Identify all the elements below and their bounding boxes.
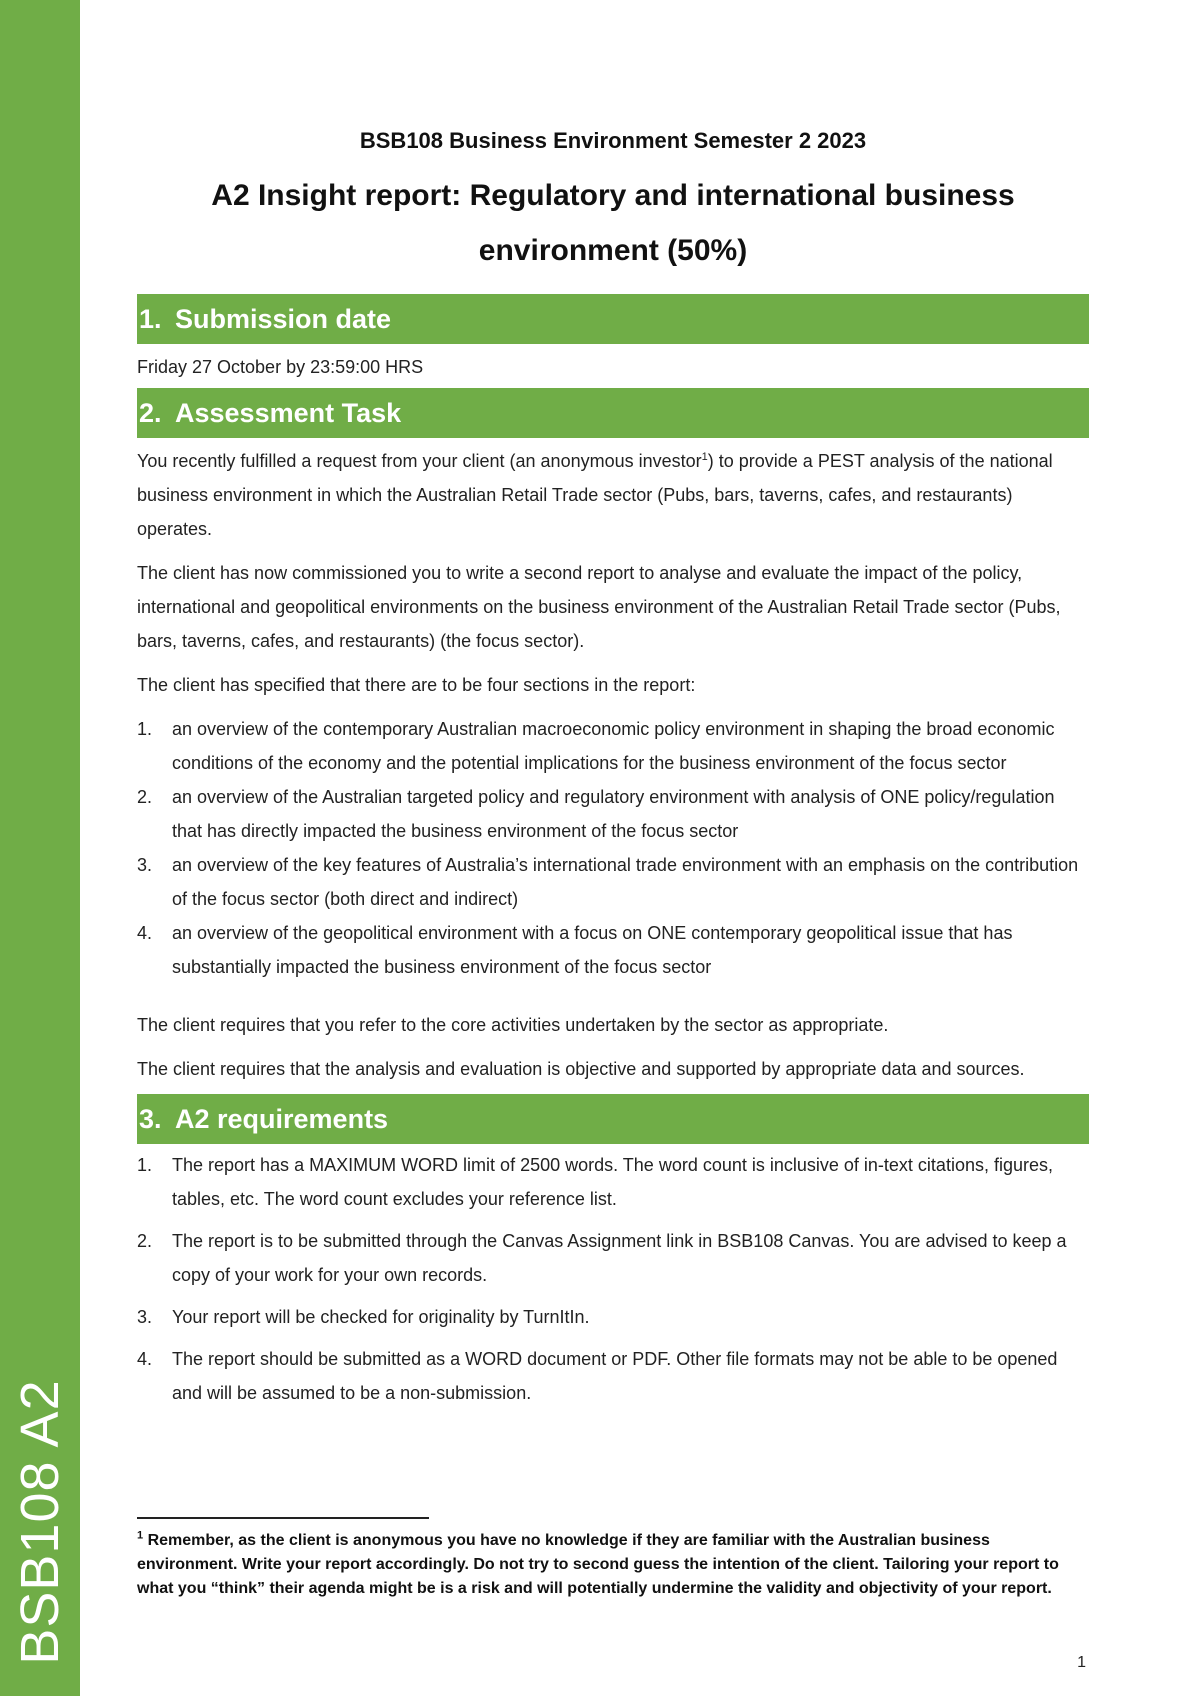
section-heading-requirements — [137, 1094, 1089, 1144]
list-item-number: 2. — [137, 787, 153, 807]
task-paragraph-1-start: You recently fulfilled a request from your client (an anonymous investor — [137, 451, 702, 471]
footnote — [137, 1529, 1089, 1601]
list-item — [137, 780, 1089, 848]
task-paragraph-1 — [137, 444, 1089, 546]
list-item — [137, 1342, 1089, 1410]
page-number: 1 — [1077, 1654, 1086, 1671]
list-item-number: 2. — [137, 1231, 153, 1251]
task-paragraph-2: The client has now commissioned you to write a second report to analyse and evaluate the impact of the policy, international and geopolitical environments on the business environment of the Australian Retail Trade sector (Pubs, bars, taverns, cafes, and restaurants) (the focus sector). — [137, 563, 1061, 651]
footnote-reference[interactable]: 1 — [701, 451, 708, 463]
task-paragraph-1-end: ) to provide a PEST analysis of the national business environment in which the Australian Retail Trade sector (Pubs, bars, taverns, cafes, and restaurants) operates. — [137, 451, 1053, 539]
side-color-bar — [0, 0, 80, 1696]
task-paragraph-4: The client requires that you refer to the core activities undertaken by the sector as appropriate. — [137, 1015, 889, 1035]
footnote-marker: 1 — [137, 1529, 144, 1542]
list-item-text: The report is to be submitted through the Canvas Assignment link in BSB108 Canvas. You are advised to keep a copy of your work for your own records. — [172, 1231, 1067, 1285]
course-line: BSB108 Business Environment Semester 2 2023 — [359, 128, 867, 153]
footnote-text: Remember, as the client is anonymous you have no knowledge if they are familiar with the Australian business environment. Write your report accordingly. Do not try to second guess the intention of the client. Tailoring your report to what you “think” their agenda might be is a risk and will potentially undermine the validity and objectivity of your report. — [137, 1532, 1059, 1597]
report-sections-list — [137, 712, 1089, 984]
submission-date-text: Friday 27 October by 23:59:00 HRS — [137, 357, 424, 377]
list-item-text: an overview of the key features of Australia’s international trade environment with an emphasis on the contribution of the focus sector (both direct and indirect) — [172, 855, 1079, 909]
list-item-text: an overview of the Australian targeted policy and regulatory environment with analysis of ONE policy/regulation that has directly impacted the business environment of the focus sector — [172, 787, 1055, 841]
list-item-text: The report should be submitted as a WORD document or PDF. Other file formats may not be able to be opened and will be assumed to be a non-submission. — [172, 1349, 1058, 1403]
section-number: 1. — [139, 304, 162, 334]
list-item-text: Your report will be checked for originality by TurnItIn. — [172, 1307, 590, 1327]
section-number: 2. — [139, 398, 162, 428]
list-item-number: 3. — [137, 855, 153, 875]
section-heading-task — [137, 388, 1089, 438]
section-heading-submission — [137, 294, 1089, 344]
list-item-text: The report has a MAXIMUM WORD limit of 2500 words. The word count is inclusive of in-text citations, figures, tables, etc. The word count excludes your reference list. — [172, 1155, 1053, 1209]
section-heading-text: A2 requirements — [175, 1104, 389, 1134]
list-item-number: 1. — [137, 1155, 153, 1175]
task-paragraph-3: The client has specified that there are to be four sections in the report: — [137, 675, 696, 695]
list-item-number: 1. — [137, 719, 153, 739]
side-label: BSB108 A2 — [10, 1379, 70, 1665]
list-item-number: 4. — [137, 923, 153, 943]
section-heading-text: Assessment Task — [175, 398, 402, 428]
list-item-number: 3. — [137, 1307, 153, 1327]
list-item-number: 4. — [137, 1349, 153, 1369]
task-paragraph-5: The client requires that the analysis and evaluation is objective and supported by appropriate data and sources. — [137, 1059, 1025, 1079]
list-item — [137, 1224, 1089, 1292]
list-item-text: an overview of the contemporary Australian macroeconomic policy environment in shaping the broad economic conditions of the economy and the potential implications for the business environment of the focus sector — [172, 719, 1055, 773]
list-item — [137, 916, 1089, 984]
list-item — [137, 1148, 1089, 1216]
page-title: A2 Insight report: Regulatory and international business environment (50%) — [211, 179, 1015, 267]
list-item-text: an overview of the geopolitical environment with a focus on ONE contemporary geopolitical issue that has substantially impacted the business environment of the focus sector — [172, 923, 1013, 977]
section-heading-text: Submission date — [175, 304, 392, 334]
requirements-list — [137, 1148, 1089, 1410]
list-item — [137, 848, 1089, 916]
list-item — [137, 1300, 1089, 1334]
document-page — [137, 128, 1089, 1418]
section-number: 3. — [139, 1104, 162, 1134]
footnote-divider — [137, 1517, 429, 1519]
list-item — [137, 712, 1089, 780]
